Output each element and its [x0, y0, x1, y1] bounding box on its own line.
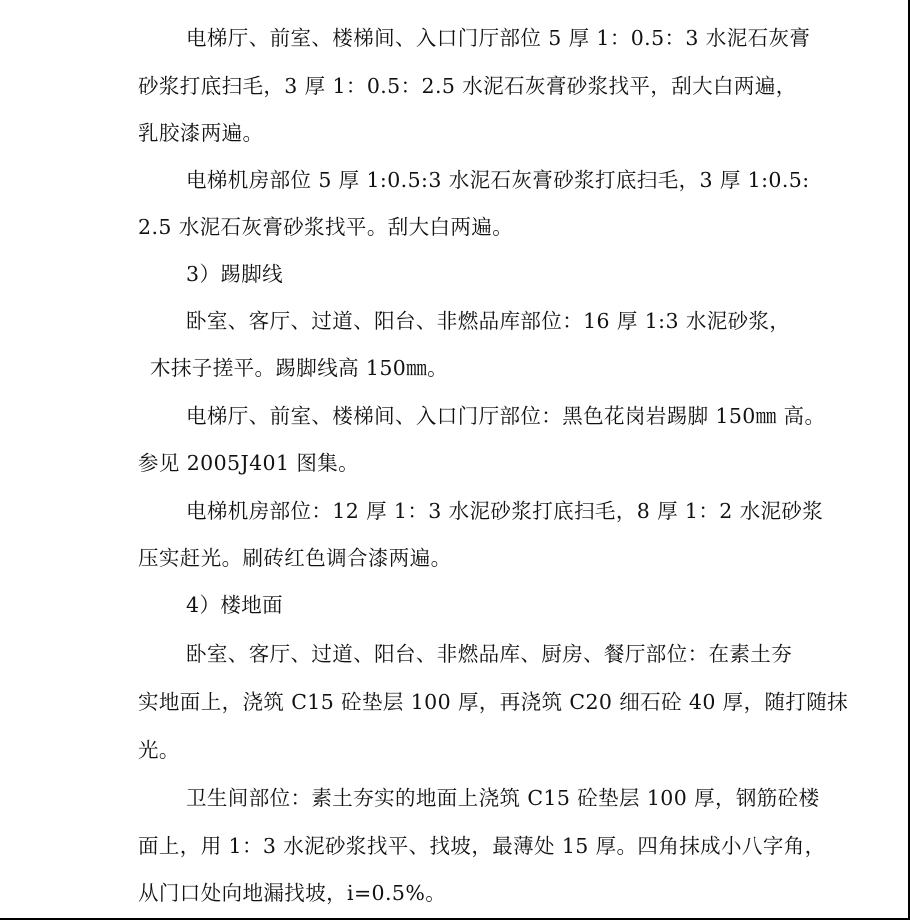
text-line: 压实赶光。刷砖红色调合漆两遍。 [138, 546, 452, 570]
text-line: 电梯厅、前室、楼梯间、入口门厅部位：黑色花岗岩踢脚 150㎜ 高。 [186, 404, 826, 428]
text-line: 面上，用 1：3 水泥砂浆找平、找坡，最薄处 15 厚。四角抹成小八字角， [138, 834, 826, 858]
text-line: 砂浆打底扫毛，3 厚 1：0.5：2.5 水泥石灰膏砂浆找平，刮大白两遍， [138, 74, 797, 98]
section-heading: 3）踢脚线 [186, 262, 284, 286]
section-heading: 4）楼地面 [186, 593, 284, 617]
text-line: 卫生间部位：素土夯实的地面上浇筑 C15 砼垫层 100 厚，钢筋砼楼 [186, 786, 820, 810]
text-line: 实地面上，浇筑 C15 砼垫层 100 厚，再浇筑 C20 细石砼 40 厚，随打随抹 [138, 690, 849, 714]
text-line: 木抹子搓平。踢脚线高 150㎜。 [150, 356, 449, 380]
text-line: 电梯机房部位 5 厚 1:0.5:3 水泥石灰膏砂浆打底扫毛，3 厚 1:0.5: [186, 168, 810, 192]
text-line: 从门口处向地漏找坡，i=0.5%。 [138, 881, 447, 905]
text-line: 电梯机房部位：12 厚 1：3 水泥砂浆打底扫毛，8 厚 1：2 水泥砂浆 [186, 499, 824, 523]
text-line: 2.5 水泥石灰膏砂浆找平。刮大白两遍。 [138, 215, 514, 239]
text-line: 乳胶漆两遍。 [138, 121, 264, 145]
text-line: 电梯厅、前室、楼梯间、入口门厅部位 5 厚 1：0.5：3 水泥石灰膏 [186, 26, 811, 50]
text-line: 参见 2005J401 图集。 [138, 451, 360, 475]
text-line: 卧室、客厅、过道、阳台、非燃品库部位：16 厚 1:3 水泥砂浆， [186, 309, 791, 333]
text-line: 卧室、客厅、过道、阳台、非燃品库、厨房、餐厅部位：在素土夯 [186, 642, 793, 666]
text-line: 光。 [138, 738, 180, 762]
